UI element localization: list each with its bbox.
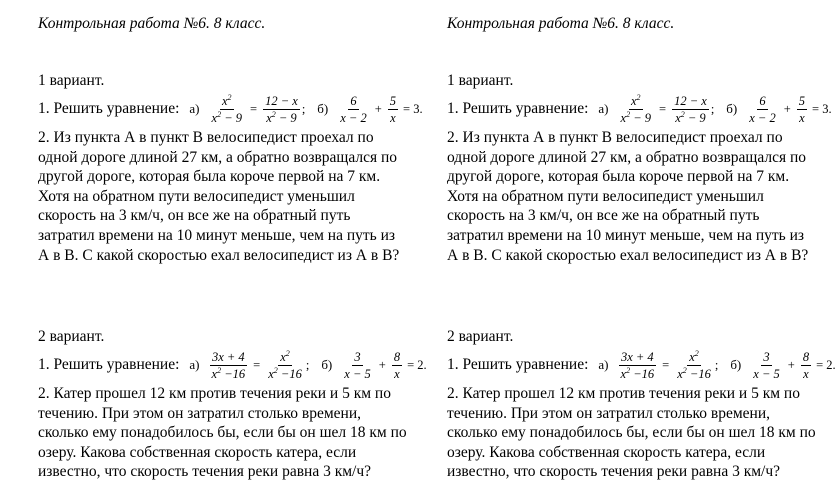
variant-2-block xyxy=(447,326,836,482)
task-1-line xyxy=(38,92,423,126)
task-2-text: 2. Из пункта А в пункт В велосипедист проехал по одной дороге длиной 27 км, а обратно возвращался по другой дороге, которая была короче первой на 7 км. Хотя на обратном пути велосипедист уменьшил скорость на 3 км/ч, он все же на обратный путь затратил времени на 10 минут меньше, чем на путь из А в В. С какой скоростью ехал велосипедист из А в В? xyxy=(38,129,400,264)
part-a-label: а) xyxy=(598,101,609,116)
variant-1-block xyxy=(38,70,423,265)
equation-a: $\frac{x^2}{x^2 - 9}$ = $\frac{12 - x}{x^2 - 9}$ ; xyxy=(211,92,306,125)
task-1-label: 1. Решить уравнение: xyxy=(447,356,589,373)
fraction: $\frac{3x + 4}{x^2 -16}$ xyxy=(620,349,655,381)
task-1-line xyxy=(447,92,832,126)
fraction: $\frac{12 - x}{x^2 - 9}$ xyxy=(674,93,707,125)
part-a-label: а) xyxy=(598,357,609,372)
fraction: $\frac{8}{x}$ xyxy=(393,349,401,381)
part-b-label: б) xyxy=(726,101,738,116)
fraction: $\frac{5}{x}$ xyxy=(389,93,397,125)
equation-b: $\frac{3}{x - 5}$ + $\frac{8}{x}$ = 2. xyxy=(344,349,427,381)
part-b-label: б) xyxy=(321,357,333,372)
task-1-label: 1. Решить уравнение: xyxy=(38,356,180,373)
task-2-text: 2. Катер прошел 12 км против течения реки и 5 км по течению. При этом он затратил столько времени, сколько ему понадобилось бы, если бы он шел 18 км по озеру. Какова собственная скорость катера, если известно, что скорость течения реки равна 3 км/ч? xyxy=(447,385,816,481)
fraction: $\frac{8}{x}$ xyxy=(802,349,810,381)
part-b-label: б) xyxy=(730,357,742,372)
worksheet-column-right xyxy=(447,0,836,495)
variant-heading: 1 вариант. xyxy=(447,72,514,89)
fraction: $\frac{x^2}{x^2 - 9}$ xyxy=(211,92,243,125)
variant-2-block xyxy=(38,326,427,482)
task-2-text: 2. Из пункта А в пункт В велосипедист проехал по одной дороге длиной 27 км, а обратно возвращался по другой дороге, которая была короче первой на 7 км. Хотя на обратном пути велосипедист уменьшил скорость на 3 км/ч, он все же на обратный путь затратил времени на 10 минут меньше, чем на путь из А в В. С какой скоростью ехал велосипедист из А в В? xyxy=(447,129,809,264)
equation-b: $\frac{6}{x - 2}$ + $\frac{5}{x}$ = 3. xyxy=(340,93,423,125)
equation-a: $\frac{3x + 4}{x^2 -16}$ = $\frac{x^2}{x^2 -16}$ ; xyxy=(211,348,310,381)
worksheet-title: Контрольная работа №6. 8 класс. xyxy=(447,15,675,32)
variant-1-block xyxy=(447,70,832,265)
fraction: $\frac{5}{x}$ xyxy=(798,93,806,125)
fraction: $\frac{6}{x - 2}$ xyxy=(340,93,367,125)
fraction: $\frac{x^2}{x^2 -16}$ xyxy=(677,348,711,381)
fraction: $\frac{3}{x - 5}$ xyxy=(344,349,371,381)
task-1-line xyxy=(447,348,836,382)
part-a-label: а) xyxy=(189,357,200,372)
fraction: $\frac{x^2}{x^2 -16}$ xyxy=(268,348,302,381)
task-1-label: 1. Решить уравнение: xyxy=(38,100,180,117)
variant-heading: 2 вариант. xyxy=(447,328,514,345)
variant-heading: 1 вариант. xyxy=(38,72,105,89)
worksheet-column-left xyxy=(38,0,427,495)
fraction: $\frac{x^2}{x^2 - 9}$ xyxy=(620,92,652,125)
task-1-label: 1. Решить уравнение: xyxy=(447,100,589,117)
variant-heading: 2 вариант. xyxy=(38,328,105,345)
worksheet-title: Контрольная работа №6. 8 класс. xyxy=(38,15,266,32)
part-b-label: б) xyxy=(317,101,329,116)
task-1-line xyxy=(38,348,427,382)
part-a-label: а) xyxy=(189,101,200,116)
fraction: $\frac{3x + 4}{x^2 -16}$ xyxy=(211,349,246,381)
fraction: $\frac{3}{x - 5}$ xyxy=(753,349,780,381)
equation-a: $\frac{3x + 4}{x^2 -16}$ = $\frac{x^2}{x^2 -16}$ ; xyxy=(620,348,719,381)
equation-b: $\frac{6}{x - 2}$ + $\frac{5}{x}$ = 3. xyxy=(749,93,832,125)
task-2-text: 2. Катер прошел 12 км против течения реки и 5 км по течению. При этом он затратил столько времени, сколько ему понадобилось бы, если бы он шел 18 км по озеру. Какова собственная скорость катера, если известно, что скорость течения реки равна 3 км/ч? xyxy=(38,385,407,481)
equation-a: $\frac{x^2}{x^2 - 9}$ = $\frac{12 - x}{x^2 - 9}$ ; xyxy=(620,92,715,125)
fraction: $\frac{6}{x - 2}$ xyxy=(749,93,776,125)
equation-b: $\frac{3}{x - 5}$ + $\frac{8}{x}$ = 2. xyxy=(753,349,836,381)
fraction: $\frac{12 - x}{x^2 - 9}$ xyxy=(265,93,298,125)
